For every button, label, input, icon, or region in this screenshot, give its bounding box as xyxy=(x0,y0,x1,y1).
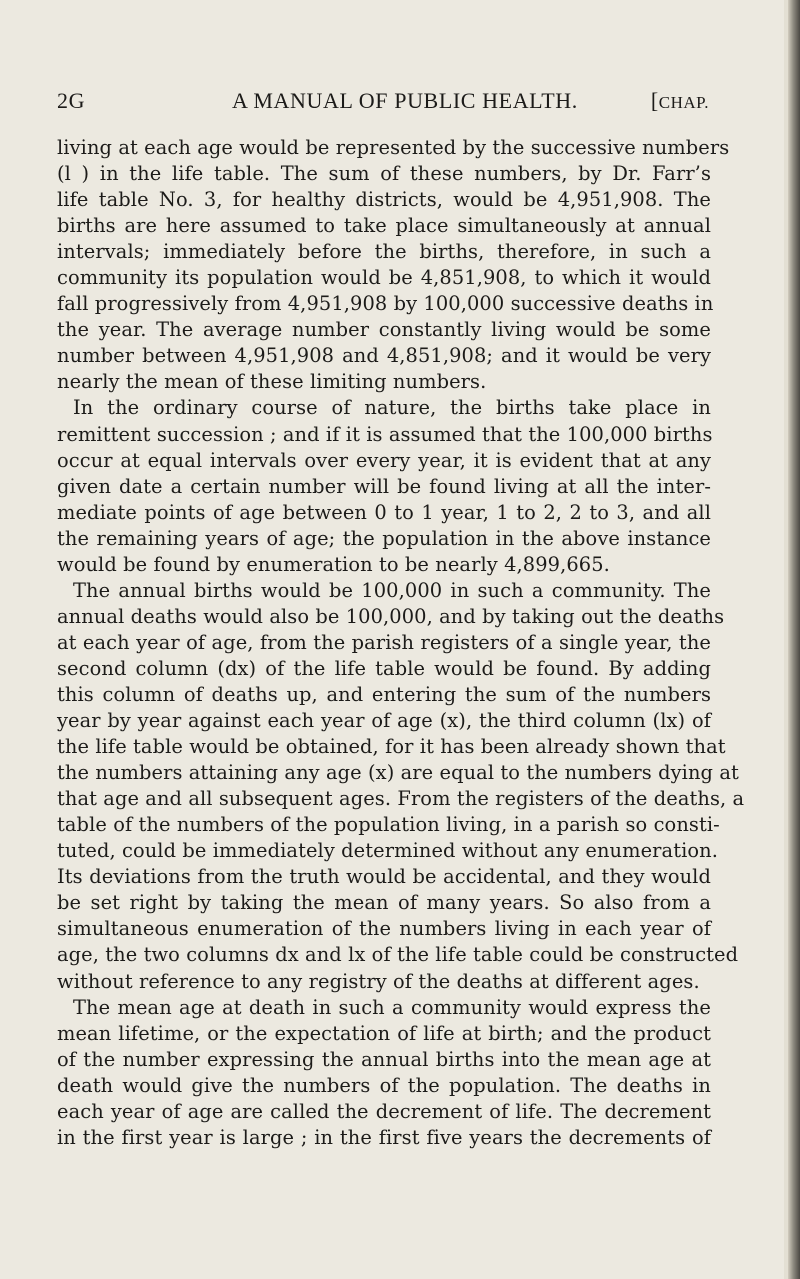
text-line: year by year against each year of age (x), the third column (lx) of xyxy=(57,709,711,733)
text-line: (l ) in the life table. The sum of these numbers, by Dr. Farr’s xyxy=(57,162,711,186)
text-line: in the first year is large ; in the first five years the decrements of xyxy=(57,1125,711,1149)
text-line: fall progressively from 4,951,908 by 100,000 successive deaths in xyxy=(57,292,714,316)
chapter-bracket: [ xyxy=(650,88,659,113)
text-line: number between 4,951,908 and 4,851,908; and it would be very xyxy=(57,344,711,368)
text-line: living at each age would be represented by the successive numbers xyxy=(57,136,730,159)
text-line: the life table would be obtained, for it has been already shown that xyxy=(57,735,726,759)
text-line: would be found by enumeration to be nearly 4,899,665. xyxy=(57,552,610,576)
text-line: of the number expressing the annual births into the mean age at xyxy=(57,1047,711,1071)
text-line: occur at equal intervals over every year, it is evident that at any xyxy=(57,448,711,472)
paragraph-start-line: The annual births would be 100,000 in such a community. The xyxy=(73,578,711,602)
text-line: without reference to any registry of the deaths at different ages. xyxy=(57,969,700,993)
chapter-marker xyxy=(651,88,709,114)
text-line: death would give the numbers of the population. The deaths in xyxy=(57,1073,711,1097)
text-line: the remaining years of age; the population in the above instance xyxy=(57,526,711,550)
text-line: table of the numbers of the population living, in a parish so consti- xyxy=(57,813,720,837)
text-line: tuted, could be immediately determined without any enumeration. xyxy=(57,839,719,863)
book-spine-shadow xyxy=(788,0,800,1279)
text-line: at each year of age, from the parish registers of a single year, the xyxy=(57,630,711,654)
text-line: community its population would be 4,851,908, to which it would xyxy=(57,266,711,290)
text-line: mean lifetime, or the expectation of life at birth; and the product xyxy=(57,1021,711,1045)
body-text xyxy=(57,135,745,1151)
text-line: simultaneous enumeration of the numbers living in each year of xyxy=(57,917,711,941)
text-line: age, the two columns dx and lx of the life table could be constructed xyxy=(57,943,739,967)
text-line: remittent succession ; and if it is assumed that the 100,000 births xyxy=(57,422,713,446)
text-line: intervals; immediately before the births, therefore, in such a xyxy=(57,240,711,264)
text-line: be set right by taking the mean of many years. So also from a xyxy=(57,891,711,915)
page-number: 2G xyxy=(57,88,86,113)
text-line: the numbers attaining any age (x) are equal to the numbers dying at xyxy=(57,761,739,785)
text-line: given date a certain number will be found living at all the inter- xyxy=(57,474,711,498)
text-line: the year. The average number constantly living would be some xyxy=(57,318,711,342)
text-line: mediate points of age between 0 to 1 year, 1 to 2, 2 to 3, and all xyxy=(57,500,711,524)
text-line: each year of age are called the decrement of life. The decrement xyxy=(57,1099,711,1123)
text-line: life table No. 3, for healthy districts, would be 4,951,908. The xyxy=(57,188,711,212)
text-line: this column of deaths up, and entering the sum of the numbers xyxy=(57,682,711,706)
text-line: nearly the mean of these limiting numbers. xyxy=(57,370,487,394)
chapter-label: CHAP. xyxy=(658,93,709,112)
text-line: Its deviations from the truth would be accidental, and they would xyxy=(57,865,711,889)
paragraph-start-line: The mean age at death in such a community would express the xyxy=(73,995,711,1019)
text-line: births are here assumed to take place simultaneously at annual xyxy=(57,214,711,238)
text-line: that age and all subsequent ages. From the registers of the deaths, a xyxy=(57,787,745,811)
running-title: A MANUAL OF PUBLIC HEALTH. xyxy=(232,88,578,113)
text-line: second column (dx) of the life table would be found. By adding xyxy=(57,656,711,680)
text-line: annual deaths would also be 100,000, and by taking out the deaths xyxy=(57,604,725,628)
running-header xyxy=(57,88,709,122)
paragraph-start-line: In the ordinary course of nature, the births take place in xyxy=(73,396,711,420)
